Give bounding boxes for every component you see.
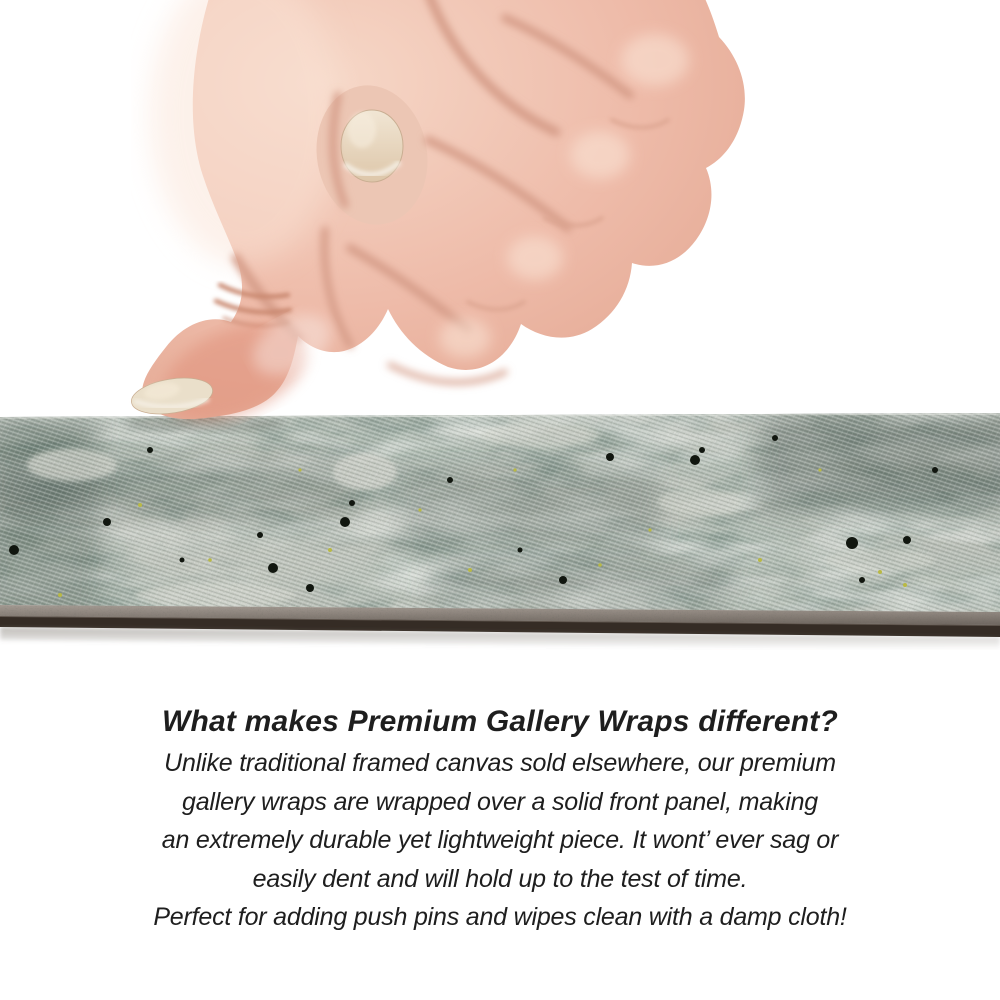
caption-block (0, 700, 1000, 937)
canvas-edge-photo (0, 410, 1000, 650)
caption-line-3: an extremely durable yet lightweight piece. It wont’ ever sag or (161, 826, 839, 855)
caption-line-2: gallery wraps are wrapped over a solid front panel, making (182, 787, 818, 816)
caption-line-5: Perfect for adding push pins and wipes clean with a damp cloth! (153, 903, 847, 932)
hand-photo (0, 0, 1000, 430)
caption-line-1: Unlike traditional framed canvas sold elsewhere, our premium (164, 749, 836, 777)
fist (129, 0, 745, 430)
caption-line-4: easily dent and will hold up to the test of time. (252, 864, 748, 893)
canvas-texture (0, 410, 1000, 615)
caption-heading: What makes Premium Gallery Wraps different? (161, 705, 839, 738)
